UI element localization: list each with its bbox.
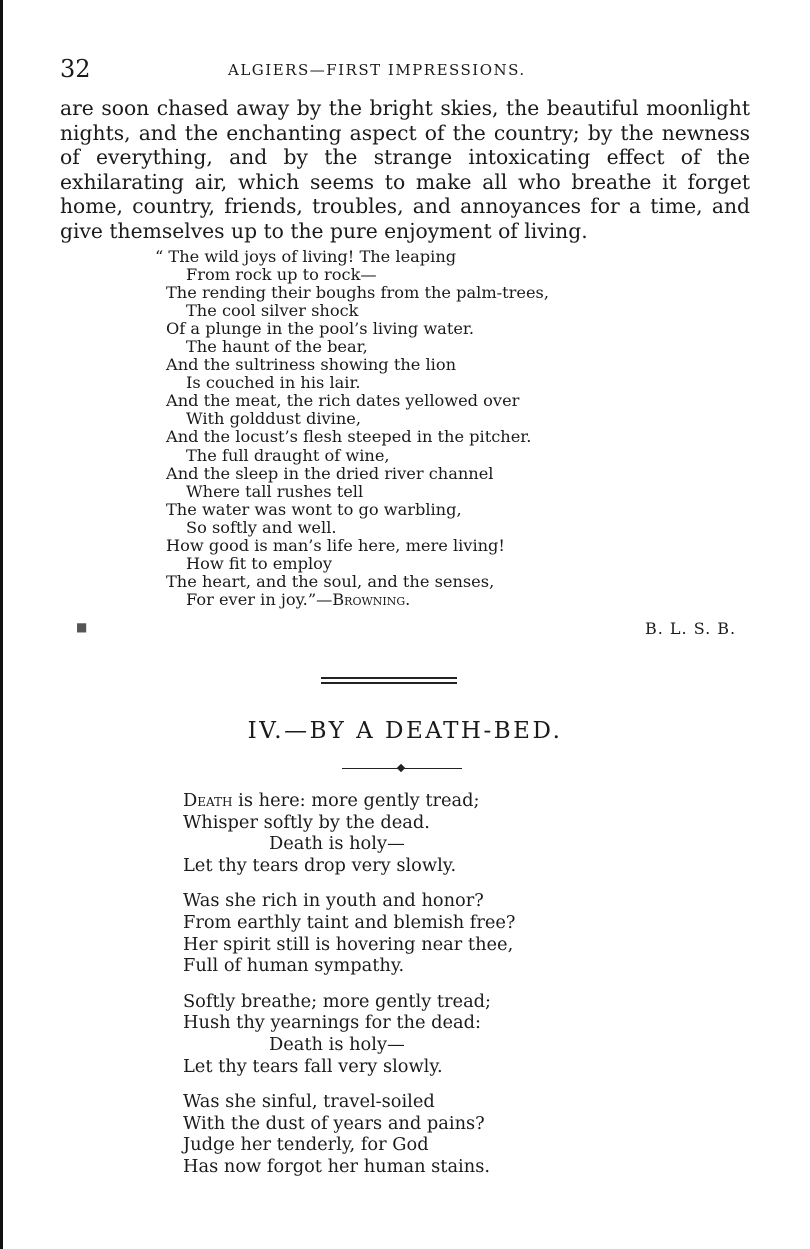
title-ornament	[342, 765, 462, 773]
section-title: IV.—BY A DEATH-BED.	[247, 718, 563, 744]
poem-first-word: Death	[183, 790, 233, 811]
diamond-icon	[397, 764, 405, 772]
quote-line: Of a plunge in the pool’s living water.	[166, 319, 475, 339]
quote-line: The full draught of wine,	[186, 445, 390, 465]
poem-line: Hush thy yearnings for the dead:	[183, 1012, 481, 1034]
poem-line: Softly breathe; more gently tread;	[183, 990, 492, 1012]
quote-attribution: Browning.	[332, 589, 411, 609]
quote-line: And the sultriness showing the lion	[166, 355, 456, 375]
poem-line: Let thy tears drop very slowly.	[183, 854, 457, 876]
quote-line: And the sleep in the dried river channel	[166, 463, 494, 483]
poem-line: Was she sinful, travel-soiled	[183, 1091, 435, 1113]
quote-line: The heart, and the soul, and the senses,	[166, 571, 495, 591]
quote-line: And the locust’s flesh steeped in the pitcher.	[166, 427, 532, 447]
quote-line: “ The wild joys of living! The leaping	[155, 247, 457, 266]
poem-line: Whisper softly by the dead.	[183, 811, 430, 833]
poem-line: Has now forgot her human stains.	[183, 1155, 490, 1177]
poem-line: With the dust of years and pains?	[183, 1112, 485, 1134]
poem-stanza	[183, 890, 603, 976]
author-signature: B. L. S. B.	[645, 619, 737, 638]
quote-line: The cool silver shock	[186, 301, 359, 321]
quote-line: Is couched in his lair.	[186, 373, 361, 393]
page-header	[60, 55, 750, 87]
browning-quote	[155, 247, 636, 609]
poem-line: is here: more gently tread;	[232, 790, 480, 811]
poem-line: Let thy tears fall very slowly.	[183, 1055, 443, 1077]
quote-last-line	[166, 591, 636, 609]
quote-line: From rock up to rock—	[186, 265, 377, 285]
page-number: 32	[60, 55, 91, 83]
section-divider	[321, 677, 457, 687]
poem-line: Her spirit still is hovering near thee,	[183, 933, 514, 955]
print-mark: ■	[76, 620, 88, 634]
quote-line: The haunt of the bear,	[186, 337, 368, 357]
poem-line: Full of human sympathy.	[183, 955, 405, 977]
quote-line: The water was wont to go warbling,	[166, 499, 462, 519]
page-edge-rule	[0, 0, 3, 1249]
death-bed-poem	[183, 790, 603, 1192]
poem-stanza	[183, 1091, 603, 1177]
poem-line: Judge her tenderly, for God	[183, 1134, 429, 1156]
poem-stanza	[183, 991, 603, 1077]
running-title: ALGIERS—FIRST IMPRESSIONS.	[228, 61, 526, 79]
quote-line: How fit to employ	[186, 553, 333, 573]
quote-line: For ever in joy.”—	[186, 589, 333, 609]
poem-line: Was she rich in youth and honor?	[183, 890, 484, 912]
prose-paragraph: are soon chased away by the bright skies, the beautiful moonlight nights, and the enchanting aspect of the country; by the newness of everything, and by the strange intoxicating effect of the exhilarating air, which seems to make all who breathe it forget home, country, friends, troubles, and annoyances for a time, and give themselves up to the pure enjoyment of living.	[60, 96, 750, 243]
quote-line: And the meat, the rich dates yellowed over	[166, 391, 520, 411]
poem-refrain: Death is holy—	[269, 1033, 405, 1055]
prose-block	[60, 96, 750, 243]
poem-stanza	[183, 790, 603, 876]
poem-refrain: Death is holy—	[269, 833, 405, 855]
quote-line: With golddust divine,	[186, 409, 362, 429]
quote-line: How good is man’s life here, mere living!	[166, 535, 505, 555]
quote-line: So softly and well.	[186, 517, 337, 537]
poem-line: From earthly taint and blemish free?	[183, 911, 516, 933]
quote-line: Where tall rushes tell	[186, 481, 364, 501]
quote-line: The rending their boughs from the palm-trees,	[166, 283, 549, 303]
